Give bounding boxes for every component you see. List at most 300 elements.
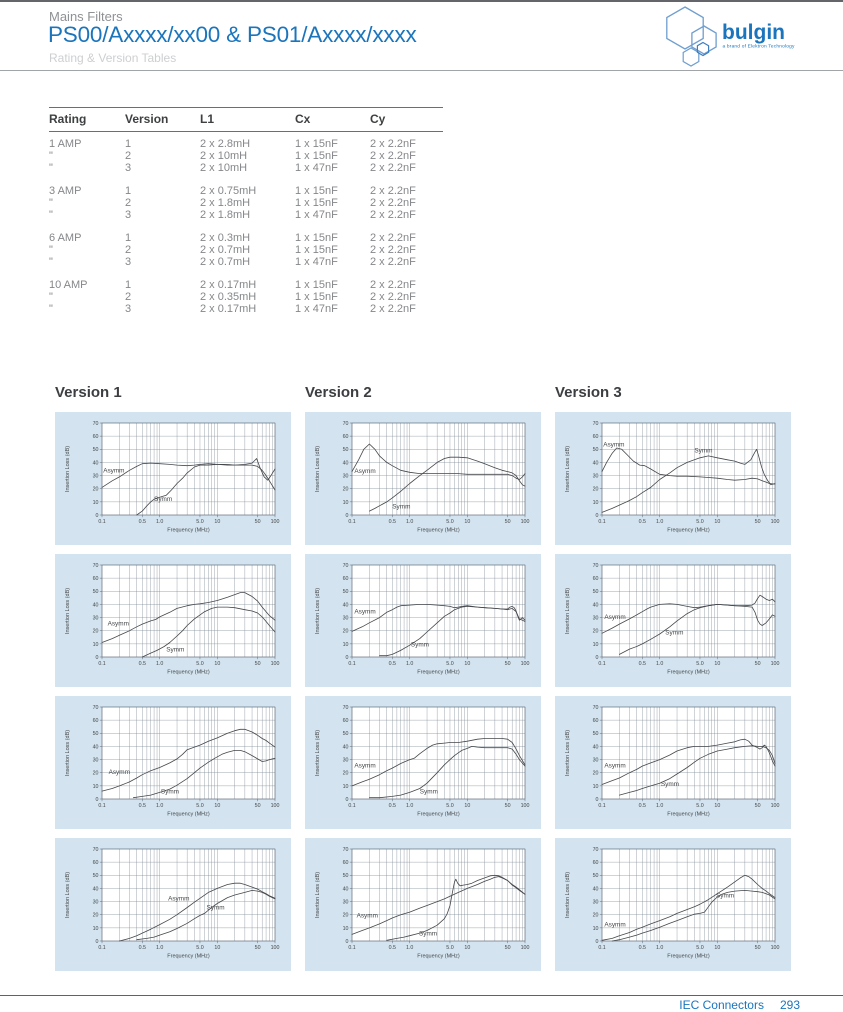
insertion-loss-chart-svg xyxy=(55,696,291,829)
svg-text:40: 40 xyxy=(342,886,349,893)
svg-text:5.0: 5.0 xyxy=(446,945,454,951)
svg-text:30: 30 xyxy=(592,899,599,906)
table-row xyxy=(49,244,443,256)
svg-text:50: 50 xyxy=(504,945,511,951)
svg-text:0: 0 xyxy=(595,938,599,945)
svg-text:20: 20 xyxy=(92,486,99,493)
svg-text:10: 10 xyxy=(714,803,721,809)
hexagon-icon xyxy=(667,7,703,49)
svg-text:50: 50 xyxy=(254,661,261,667)
table-cell: 1 x 15nF xyxy=(295,244,338,256)
svg-text:20: 20 xyxy=(592,486,599,493)
svg-text:20: 20 xyxy=(342,770,349,777)
insertion-loss-chart-svg xyxy=(305,412,541,545)
svg-text:10: 10 xyxy=(592,641,599,648)
logo-tagline: a brand of Elektron Technology xyxy=(722,44,795,50)
svg-text:Symm: Symm xyxy=(716,892,735,900)
svg-text:0: 0 xyxy=(95,938,99,945)
svg-text:0.5: 0.5 xyxy=(638,945,646,951)
table-cell: 2 xyxy=(125,197,132,209)
table-row xyxy=(49,291,443,303)
svg-text:50: 50 xyxy=(504,803,511,809)
svg-text:0.1: 0.1 xyxy=(598,803,606,809)
table-cell: " xyxy=(49,197,53,209)
svg-text:40: 40 xyxy=(342,602,349,609)
svg-text:0.5: 0.5 xyxy=(388,519,396,525)
table-cell: 2 x 0.75mH xyxy=(200,185,257,197)
table-cell: " xyxy=(49,303,53,315)
svg-text:10: 10 xyxy=(214,945,221,951)
svg-text:70: 70 xyxy=(342,420,349,427)
svg-text:40: 40 xyxy=(342,460,349,467)
svg-text:50: 50 xyxy=(342,447,349,454)
svg-text:60: 60 xyxy=(592,576,599,583)
table-row xyxy=(49,162,443,174)
svg-text:100: 100 xyxy=(520,803,530,809)
svg-text:Frequency (MHz): Frequency (MHz) xyxy=(667,669,710,676)
svg-text:1.0: 1.0 xyxy=(155,519,164,525)
svg-text:1.0: 1.0 xyxy=(155,661,164,667)
svg-text:0.1: 0.1 xyxy=(98,519,106,525)
insertion-loss-chart-svg xyxy=(305,554,541,687)
svg-text:Insertion Loss (dB): Insertion Loss (dB) xyxy=(565,729,571,777)
svg-text:0.1: 0.1 xyxy=(598,519,606,525)
insertion-loss-chart-svg xyxy=(305,696,541,829)
insertion-loss-chart-svg xyxy=(555,412,791,545)
svg-text:100: 100 xyxy=(270,661,280,667)
svg-text:10: 10 xyxy=(592,783,599,790)
table-cell: 2 x 0.3mH xyxy=(200,232,251,244)
table-cell: 3 xyxy=(125,209,132,221)
svg-text:0: 0 xyxy=(345,938,349,945)
svg-text:20: 20 xyxy=(92,770,99,777)
svg-text:1.0: 1.0 xyxy=(405,803,414,809)
svg-text:40: 40 xyxy=(92,460,99,467)
svg-text:100: 100 xyxy=(520,945,530,951)
svg-text:20: 20 xyxy=(592,912,599,919)
svg-text:70: 70 xyxy=(592,704,599,711)
svg-text:50: 50 xyxy=(592,873,599,880)
svg-text:70: 70 xyxy=(342,562,349,569)
footer-page-number: 293 xyxy=(779,998,800,1012)
insertion-loss-chart-svg xyxy=(555,554,791,687)
svg-text:Insertion Loss (dB): Insertion Loss (dB) xyxy=(65,871,71,919)
insertion-loss-chart xyxy=(305,838,541,971)
svg-text:50: 50 xyxy=(754,519,761,525)
svg-text:0.5: 0.5 xyxy=(638,519,646,525)
svg-text:40: 40 xyxy=(592,886,599,893)
svg-text:Symm: Symm xyxy=(160,788,180,796)
insertion-loss-chart xyxy=(55,412,291,545)
svg-text:Insertion Loss (dB): Insertion Loss (dB) xyxy=(315,445,321,493)
svg-text:10: 10 xyxy=(342,499,349,506)
svg-text:0.5: 0.5 xyxy=(138,519,146,525)
table-cell: 2 x 2.2nF xyxy=(370,150,416,162)
svg-text:60: 60 xyxy=(92,576,99,583)
svg-text:100: 100 xyxy=(270,519,280,525)
table-row xyxy=(49,150,443,162)
svg-text:10: 10 xyxy=(464,803,471,809)
svg-text:30: 30 xyxy=(592,615,599,622)
svg-text:50: 50 xyxy=(754,661,761,667)
svg-text:Symm: Symm xyxy=(392,503,411,511)
table-cell: 2 x 1.8mH xyxy=(200,209,251,221)
svg-text:Asymm: Asymm xyxy=(354,762,376,770)
insertion-loss-chart-svg xyxy=(55,838,291,971)
svg-text:Symm: Symm xyxy=(206,904,225,912)
svg-text:5.0: 5.0 xyxy=(196,803,204,809)
insertion-loss-chart xyxy=(55,838,291,971)
svg-text:50: 50 xyxy=(254,945,261,951)
svg-text:10: 10 xyxy=(464,519,471,525)
svg-text:10: 10 xyxy=(214,519,221,525)
svg-text:50: 50 xyxy=(342,589,349,596)
table-group-spacer xyxy=(49,268,443,279)
table-cell: " xyxy=(49,150,53,162)
footer-section-label: IEC Connectors xyxy=(679,998,764,1012)
svg-text:Frequency (MHz): Frequency (MHz) xyxy=(417,527,460,534)
svg-text:60: 60 xyxy=(92,434,99,441)
table-cell: 1 x 15nF xyxy=(295,232,338,244)
svg-text:5.0: 5.0 xyxy=(446,661,454,667)
table-cell: 2 x 10mH xyxy=(200,162,248,174)
svg-text:60: 60 xyxy=(342,434,349,441)
col-header-rating: Rating xyxy=(49,108,125,132)
svg-text:10: 10 xyxy=(714,661,721,667)
table-cell: 1 xyxy=(125,232,132,244)
svg-text:20: 20 xyxy=(592,770,599,777)
svg-text:20: 20 xyxy=(342,628,349,635)
svg-text:50: 50 xyxy=(342,873,349,880)
rating-version-table xyxy=(49,107,443,315)
table-cell: 2 xyxy=(125,150,132,162)
svg-text:Asymm: Asymm xyxy=(356,912,378,920)
table-cell: 2 x 0.17mH xyxy=(200,303,257,315)
svg-text:Insertion Loss (dB): Insertion Loss (dB) xyxy=(65,587,71,635)
insertion-loss-chart xyxy=(305,554,541,687)
table-cell: 2 x 2.2nF xyxy=(370,232,416,244)
table-cell: 2 x 2.2nF xyxy=(370,197,416,209)
svg-text:70: 70 xyxy=(592,562,599,569)
svg-text:0: 0 xyxy=(95,512,99,519)
svg-text:0.5: 0.5 xyxy=(138,945,146,951)
svg-text:Symm: Symm xyxy=(694,447,713,455)
svg-text:50: 50 xyxy=(92,873,99,880)
table-row xyxy=(49,303,443,315)
svg-text:Insertion Loss (dB): Insertion Loss (dB) xyxy=(565,587,571,635)
svg-text:Insertion Loss (dB): Insertion Loss (dB) xyxy=(315,729,321,777)
svg-text:Frequency (MHz): Frequency (MHz) xyxy=(417,669,460,676)
svg-text:50: 50 xyxy=(592,447,599,454)
table-cell: 3 xyxy=(125,303,132,315)
svg-text:60: 60 xyxy=(342,860,349,867)
svg-text:30: 30 xyxy=(92,473,99,480)
svg-text:70: 70 xyxy=(92,562,99,569)
svg-text:70: 70 xyxy=(92,846,99,853)
svg-text:5.0: 5.0 xyxy=(696,519,704,525)
svg-text:20: 20 xyxy=(592,628,599,635)
table-group-spacer xyxy=(49,174,443,185)
table-cell: 2 x 2.2nF xyxy=(370,279,416,291)
table-cell: 1 xyxy=(125,185,132,197)
table-row xyxy=(49,279,443,291)
svg-text:Symm: Symm xyxy=(410,641,430,649)
col-header-cx: Cx xyxy=(295,108,370,132)
svg-text:5.0: 5.0 xyxy=(196,945,204,951)
svg-text:10: 10 xyxy=(214,661,221,667)
svg-text:70: 70 xyxy=(92,704,99,711)
table-body xyxy=(49,132,443,316)
table-cell: 2 x 2.2nF xyxy=(370,209,416,221)
svg-text:10: 10 xyxy=(464,945,471,951)
table-row xyxy=(49,132,443,151)
svg-text:40: 40 xyxy=(592,744,599,751)
svg-text:10: 10 xyxy=(592,499,599,506)
table-cell: " xyxy=(49,162,53,174)
table-cell: 2 x 0.7mH xyxy=(200,256,251,268)
svg-text:Asymm: Asymm xyxy=(354,467,376,475)
svg-text:0.1: 0.1 xyxy=(348,519,356,525)
svg-text:30: 30 xyxy=(592,757,599,764)
svg-text:40: 40 xyxy=(592,460,599,467)
logo-wordmark: bulgin xyxy=(722,21,785,44)
svg-text:0.5: 0.5 xyxy=(388,661,396,667)
svg-text:30: 30 xyxy=(342,899,349,906)
svg-text:Asymm: Asymm xyxy=(107,620,129,628)
table-cell: 2 x 2.2nF xyxy=(370,244,416,256)
hexagon-icon xyxy=(683,48,699,66)
svg-text:Insertion Loss (dB): Insertion Loss (dB) xyxy=(65,445,71,493)
svg-text:10: 10 xyxy=(592,925,599,932)
table-group-spacer xyxy=(49,221,443,232)
svg-text:50: 50 xyxy=(504,519,511,525)
table-cell: 1 xyxy=(125,138,132,150)
svg-text:Frequency (MHz): Frequency (MHz) xyxy=(417,811,460,818)
insertion-loss-chart xyxy=(305,412,541,545)
svg-text:30: 30 xyxy=(342,473,349,480)
insertion-loss-chart xyxy=(555,696,791,829)
svg-text:50: 50 xyxy=(92,589,99,596)
table-cell: 2 x 2.2nF xyxy=(370,256,416,268)
svg-text:60: 60 xyxy=(92,718,99,725)
table-cell: 2 x 2.2nF xyxy=(370,185,416,197)
svg-text:70: 70 xyxy=(592,420,599,427)
svg-text:Symm: Symm xyxy=(660,780,680,788)
svg-text:0: 0 xyxy=(595,796,599,803)
svg-text:0: 0 xyxy=(95,654,99,661)
version-2-heading: Version 2 xyxy=(305,384,372,401)
table-cell: 1 x 15nF xyxy=(295,138,338,150)
svg-text:Frequency (MHz): Frequency (MHz) xyxy=(667,953,710,960)
bulgin-logo xyxy=(652,1,802,74)
svg-text:30: 30 xyxy=(92,899,99,906)
svg-text:5.0: 5.0 xyxy=(446,803,454,809)
table-cell: 2 x 0.35mH xyxy=(200,291,257,303)
svg-text:70: 70 xyxy=(592,846,599,853)
table-cell: 1 x 15nF xyxy=(295,185,338,197)
svg-text:100: 100 xyxy=(520,661,530,667)
svg-text:Frequency (MHz): Frequency (MHz) xyxy=(667,811,710,818)
svg-text:5.0: 5.0 xyxy=(696,661,704,667)
table-cell: 3 xyxy=(125,162,132,174)
svg-text:30: 30 xyxy=(92,615,99,622)
svg-text:60: 60 xyxy=(592,860,599,867)
svg-text:Frequency (MHz): Frequency (MHz) xyxy=(167,527,210,534)
svg-text:50: 50 xyxy=(254,803,261,809)
page-subtitle: Rating & Version Tables xyxy=(49,51,177,65)
svg-text:Asymm: Asymm xyxy=(354,608,376,616)
svg-text:70: 70 xyxy=(92,420,99,427)
svg-text:100: 100 xyxy=(770,519,780,525)
svg-text:0.5: 0.5 xyxy=(638,661,646,667)
table-cell: 2 x 2.8mH xyxy=(200,138,251,150)
svg-text:Asymm: Asymm xyxy=(103,467,125,475)
table-cell: 1 x 15nF xyxy=(295,291,338,303)
svg-text:Frequency (MHz): Frequency (MHz) xyxy=(417,953,460,960)
svg-text:0: 0 xyxy=(595,512,599,519)
svg-text:100: 100 xyxy=(270,803,280,809)
svg-text:0.1: 0.1 xyxy=(348,661,356,667)
svg-text:50: 50 xyxy=(754,945,761,951)
footer xyxy=(679,998,800,1012)
svg-text:10: 10 xyxy=(464,661,471,667)
svg-text:Insertion Loss (dB): Insertion Loss (dB) xyxy=(565,445,571,493)
table-cell: 2 x 0.17mH xyxy=(200,279,257,291)
svg-text:100: 100 xyxy=(520,519,530,525)
category-label: Mains Filters xyxy=(49,9,123,24)
svg-text:Asymm: Asymm xyxy=(604,921,626,929)
table-cell: 2 x 2.2nF xyxy=(370,138,416,150)
svg-text:10: 10 xyxy=(714,945,721,951)
svg-text:60: 60 xyxy=(592,718,599,725)
svg-text:0.1: 0.1 xyxy=(98,945,106,951)
svg-text:5.0: 5.0 xyxy=(196,519,204,525)
svg-text:10: 10 xyxy=(92,783,99,790)
version-1-heading: Version 1 xyxy=(55,384,122,401)
insertion-loss-chart xyxy=(555,838,791,971)
svg-text:5.0: 5.0 xyxy=(446,519,454,525)
insertion-loss-chart xyxy=(555,412,791,545)
insertion-loss-chart xyxy=(305,696,541,829)
svg-text:40: 40 xyxy=(92,744,99,751)
svg-text:0: 0 xyxy=(95,796,99,803)
svg-text:Frequency (MHz): Frequency (MHz) xyxy=(167,811,210,818)
footer-divider xyxy=(0,995,843,996)
svg-text:0: 0 xyxy=(345,796,349,803)
insertion-loss-chart-svg xyxy=(305,838,541,971)
bulgin-logo-svg xyxy=(652,1,802,69)
table-cell: 2 x 0.7mH xyxy=(200,244,251,256)
svg-text:10: 10 xyxy=(714,519,721,525)
rating-version-table-wrap xyxy=(49,107,443,315)
svg-text:50: 50 xyxy=(342,731,349,738)
svg-text:0.1: 0.1 xyxy=(348,945,356,951)
svg-text:100: 100 xyxy=(770,803,780,809)
svg-text:0: 0 xyxy=(595,654,599,661)
insertion-loss-chart-svg xyxy=(55,412,291,545)
svg-text:100: 100 xyxy=(770,661,780,667)
table-cell: 2 xyxy=(125,244,132,256)
table-row xyxy=(49,209,443,221)
svg-text:0.1: 0.1 xyxy=(348,803,356,809)
svg-text:5.0: 5.0 xyxy=(696,945,704,951)
svg-text:50: 50 xyxy=(754,803,761,809)
svg-text:40: 40 xyxy=(92,602,99,609)
svg-text:Asymm: Asymm xyxy=(604,762,626,770)
version-3-heading: Version 3 xyxy=(555,384,622,401)
svg-text:60: 60 xyxy=(92,860,99,867)
svg-text:70: 70 xyxy=(342,704,349,711)
svg-text:50: 50 xyxy=(92,447,99,454)
svg-text:30: 30 xyxy=(342,757,349,764)
svg-text:50: 50 xyxy=(504,661,511,667)
page-title: PS00/Axxxx/xx00 & PS01/Axxxx/xxxx xyxy=(48,22,417,47)
svg-text:0.1: 0.1 xyxy=(598,661,606,667)
table-cell: 2 x 1.8mH xyxy=(200,197,251,209)
table-cell: 1 AMP xyxy=(49,138,82,150)
svg-text:0: 0 xyxy=(345,512,349,519)
svg-text:Asymm: Asymm xyxy=(108,769,130,776)
table-cell: " xyxy=(49,256,53,268)
table-cell: 2 x 10mH xyxy=(200,150,248,162)
table-cell: 1 x 47nF xyxy=(295,209,338,221)
table-cell: 3 xyxy=(125,256,132,268)
table-cell: 1 x 47nF xyxy=(295,162,338,174)
svg-text:100: 100 xyxy=(270,945,280,951)
col-header-l1: L1 xyxy=(200,108,295,132)
svg-text:10: 10 xyxy=(342,925,349,932)
svg-text:1.0: 1.0 xyxy=(655,945,664,951)
svg-text:1.0: 1.0 xyxy=(405,519,414,525)
table-cell: 2 x 2.2nF xyxy=(370,162,416,174)
svg-text:5.0: 5.0 xyxy=(696,803,704,809)
table-row xyxy=(49,256,443,268)
table-cell: 1 x 15nF xyxy=(295,279,338,291)
svg-text:0.5: 0.5 xyxy=(638,803,646,809)
svg-text:0.5: 0.5 xyxy=(138,661,146,667)
insertion-loss-chart-svg xyxy=(555,696,791,829)
svg-text:1.0: 1.0 xyxy=(655,803,664,809)
svg-text:20: 20 xyxy=(92,628,99,635)
svg-text:10: 10 xyxy=(92,499,99,506)
hexagon-icon xyxy=(692,26,716,54)
table-cell: " xyxy=(49,291,53,303)
svg-text:30: 30 xyxy=(592,473,599,480)
svg-text:20: 20 xyxy=(342,912,349,919)
table-cell: " xyxy=(49,209,53,221)
insertion-loss-chart xyxy=(55,554,291,687)
svg-text:10: 10 xyxy=(92,641,99,648)
svg-text:0.1: 0.1 xyxy=(98,661,106,667)
insertion-loss-chart xyxy=(555,554,791,687)
svg-text:50: 50 xyxy=(592,731,599,738)
svg-text:Insertion Loss (dB): Insertion Loss (dB) xyxy=(65,729,71,777)
svg-text:1.0: 1.0 xyxy=(405,661,414,667)
svg-text:50: 50 xyxy=(92,731,99,738)
svg-text:1.0: 1.0 xyxy=(655,661,664,667)
svg-text:Symm: Symm xyxy=(419,788,438,796)
svg-text:20: 20 xyxy=(342,486,349,493)
svg-text:30: 30 xyxy=(342,615,349,622)
insertion-loss-chart-svg xyxy=(55,554,291,687)
svg-text:Symm: Symm xyxy=(154,496,173,504)
svg-text:10: 10 xyxy=(342,641,349,648)
svg-text:1.0: 1.0 xyxy=(405,945,414,951)
svg-text:10: 10 xyxy=(342,783,349,790)
table-row xyxy=(49,197,443,209)
charts-grid xyxy=(55,384,791,971)
svg-text:Frequency (MHz): Frequency (MHz) xyxy=(167,669,210,676)
